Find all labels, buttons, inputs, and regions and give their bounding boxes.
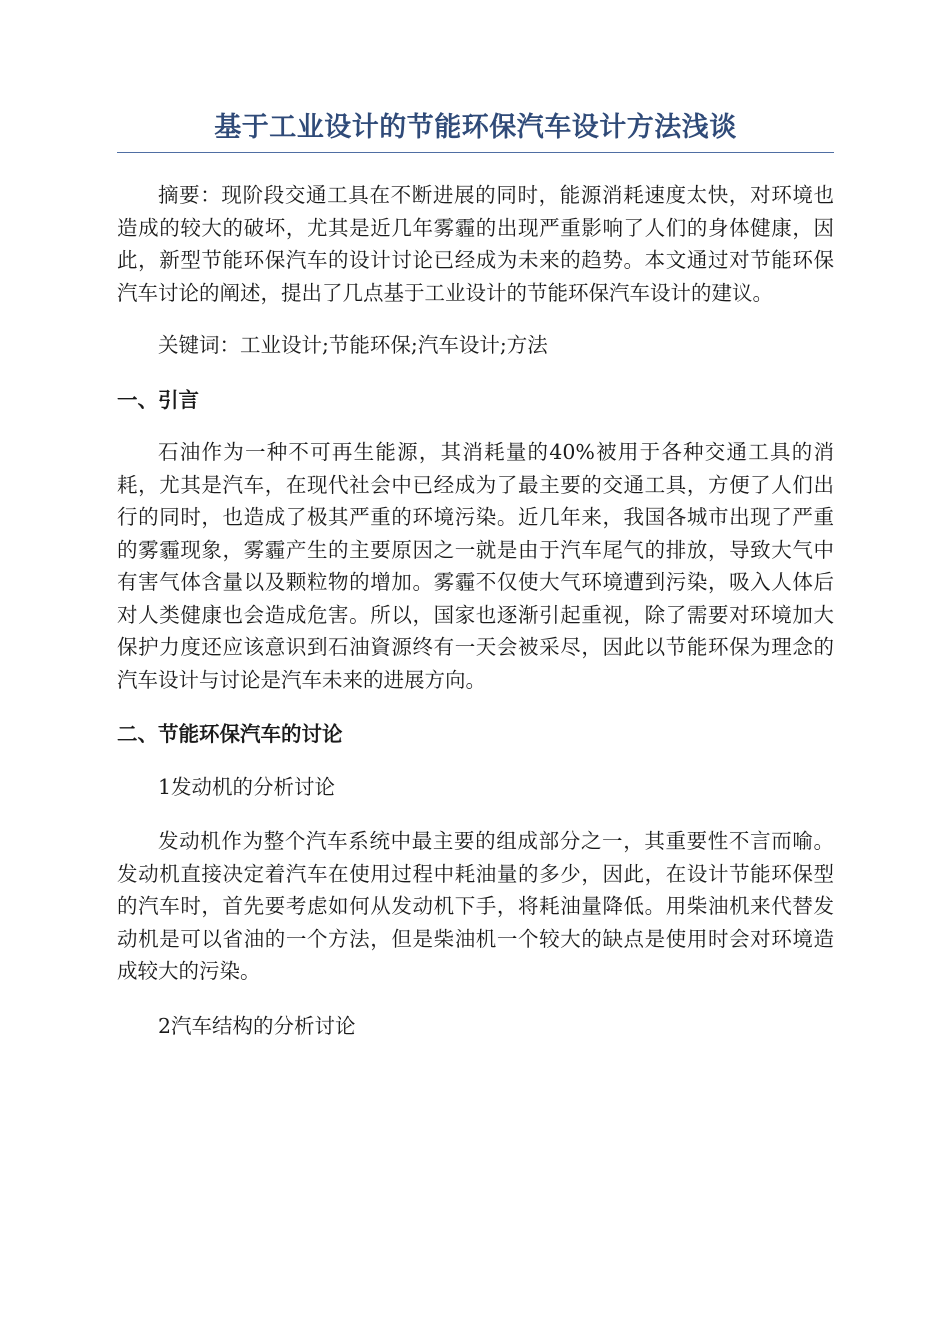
engine-paragraph: 发动机作为整个汽车系统中最主要的组成部分之一，其重要性不言而喻。发动机直接决定着汽车在使用过程中耗油量的多少，因此，在设计节能环保型的汽车时，首先要考虑如何从发动机下手，将耗油量降低。用柴油机来代替发动机是可以省油的一个方法，但是柴油机一个较大的缺点是使用时会对环境造成较大的污染。 <box>117 829 834 983</box>
document-page <box>117 108 834 1042</box>
document-title: 基于工业设计的节能环保汽车设计方法浅谈 <box>117 108 834 153</box>
introduction-paragraph: 石油作为一种不可再生能源，其消耗量的40%被用于各种交通工具的消耗，尤其是汽车，在现代社会中已经成为了最主要的交通工具，方便了人们出行的同时，也造成了极其严重的环境污染。近几年来，我国各城市出现了严重的雾霾现象，雾霾产生的主要原因之一就是由于汽车尾气的排放，导致大气中有害气体含量以及颗粒物的增加。雾霾不仅使大气环境遭到污染，吸入人体后对人类健康也会造成危害。所以，国家也逐渐引起重视，除了需要对环境加大保护力度还应该意识到石油資源终有一天会被采尽，因此以节能环保为理念的汽车设计与讨论是汽车未来的进展方向。 <box>117 440 834 692</box>
section-heading-introduction: 一、引言 <box>117 387 199 412</box>
subsection-heading-structure: 2汽车结构的分析讨论 <box>158 1013 356 1038</box>
abstract-paragraph: 摘要：现阶段交通工具在不断进展的同时，能源消耗速度太快，对环境也造成的较大的破坏，尤其是近几年雾霾的出现严重影响了人们的身体健康，因此，新型节能环保汽车的设计讨论已经成为未来的趋势。本文通过对节能环保汽车讨论的阐述，提出了几点基于工业设计的节能环保汽车设计的建议。 <box>117 183 834 305</box>
subsection-heading-engine: 1发动机的分析讨论 <box>158 774 336 799</box>
section-heading-research: 二、节能环保汽车的讨论 <box>117 722 343 746</box>
keywords-line: 关键词：工业设计;节能环保;汽车设计;方法 <box>158 333 548 357</box>
